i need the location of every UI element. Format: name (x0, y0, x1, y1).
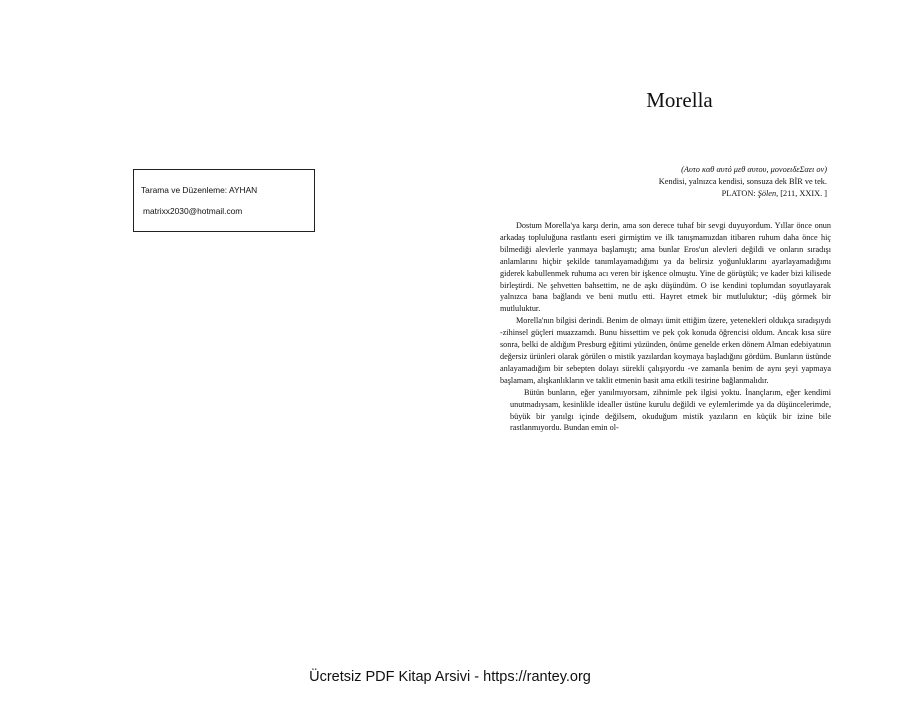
chapter-title: Morella (646, 88, 713, 112)
epigraph-source-title: Şölen (757, 189, 777, 198)
paragraph: Bütün bunların, eğer yanılmıyorsam, zihnimle pek ilgisi yoktu. İnançlarım, eğer kendimi unutmadıysam, kesinlikle idealler üstüne kurulu değildi ve eylemlerimde ya da düşüncelerimde, büyük bir yanılgı içinde değilsem, okuduğum mistik yazıların en küçük bir izine bile rastlanmıyordu. Bundan emin ol- (510, 387, 831, 433)
body-text (500, 220, 831, 434)
paragraph: Morella'nın bilgisi derindi. Benim de olmayı ümit ettiğim üzere, yetenekleri oldukça sıradışıydı -zihinsel güçleri muazzamdı. Bunu hissettim ve pek çok konuda öğrencisi oldum. Ancak kısa süre sonra, belki de aldığım Presburg eğitimi yüzünden, önüme genelde erken dönem Alman edebiyatının değersiz ürünleri olarak görülen o mistik yazılardan koymaya başladığını gördüm. Bunların üstünde anlayamadığım bir sebepten dolayı sürekli çalışıyordu -ve zamanla benim de aynı şeyi yapmaya başlamam, alışkanlıkların ve taklit etmenin basit ama etkili tesirine bağlanmalıdır. (500, 316, 831, 385)
footer-archive-link: Ücretsiz PDF Kitap Arsivi - https://rantey.org (309, 669, 591, 685)
scanner-email: matrixx2030@hotmail.com (143, 206, 243, 216)
epigraph-greek: (Αυτο καθ αυτό μεθ αυτου, μονοειδεΣαει ον) (681, 165, 827, 174)
epigraph-translation: Kendisi, yalnızca kendisi, sonsuza dek BİR ve tek. (658, 177, 827, 186)
epigraph-source-prefix: PLATON: (721, 189, 758, 198)
epigraph (500, 164, 827, 200)
book-page (500, 86, 831, 434)
scanner-credit: Tarama ve Düzenleme: AYHAN (141, 185, 258, 195)
epigraph-source (500, 188, 827, 200)
paragraph: Dostum Morella'ya karşı derin, ama son derece tuhaf bir sevgi duyuyordum. Yıllar önce onun arkadaş topluluğuna rastlantı eseri girmiştim ve ilk tanışmamızdan itibaren ruhum daha önce hiç bilmediği alevlerle yanmaya başlamıştı; ama bunlar Eros'un alevleri değildi ve onların sıradışı anlamlarını hiçbir şekilde tanımlayamadığımı ya da belirsiz yoğunluklarını ayarlayamadığımı giderek kabullenmek ruhuma acı veren bir işkence olmuştu. Yine de görüştük; ve kader bizi kilisede birleştirdi. Ne şehvetten bahsettim, ne de aşkı düşündüm. O ise kendini toplumdan soyutlayarak yalnızca bana bağlandı ve beni mutlu etti. Hayret etmek bir mutluluktur; -düş görmek bir mutluluktur. (500, 221, 831, 314)
epigraph-source-suffix: , [211, XXIX. ] (776, 189, 827, 198)
scan-credit-box (133, 169, 315, 232)
